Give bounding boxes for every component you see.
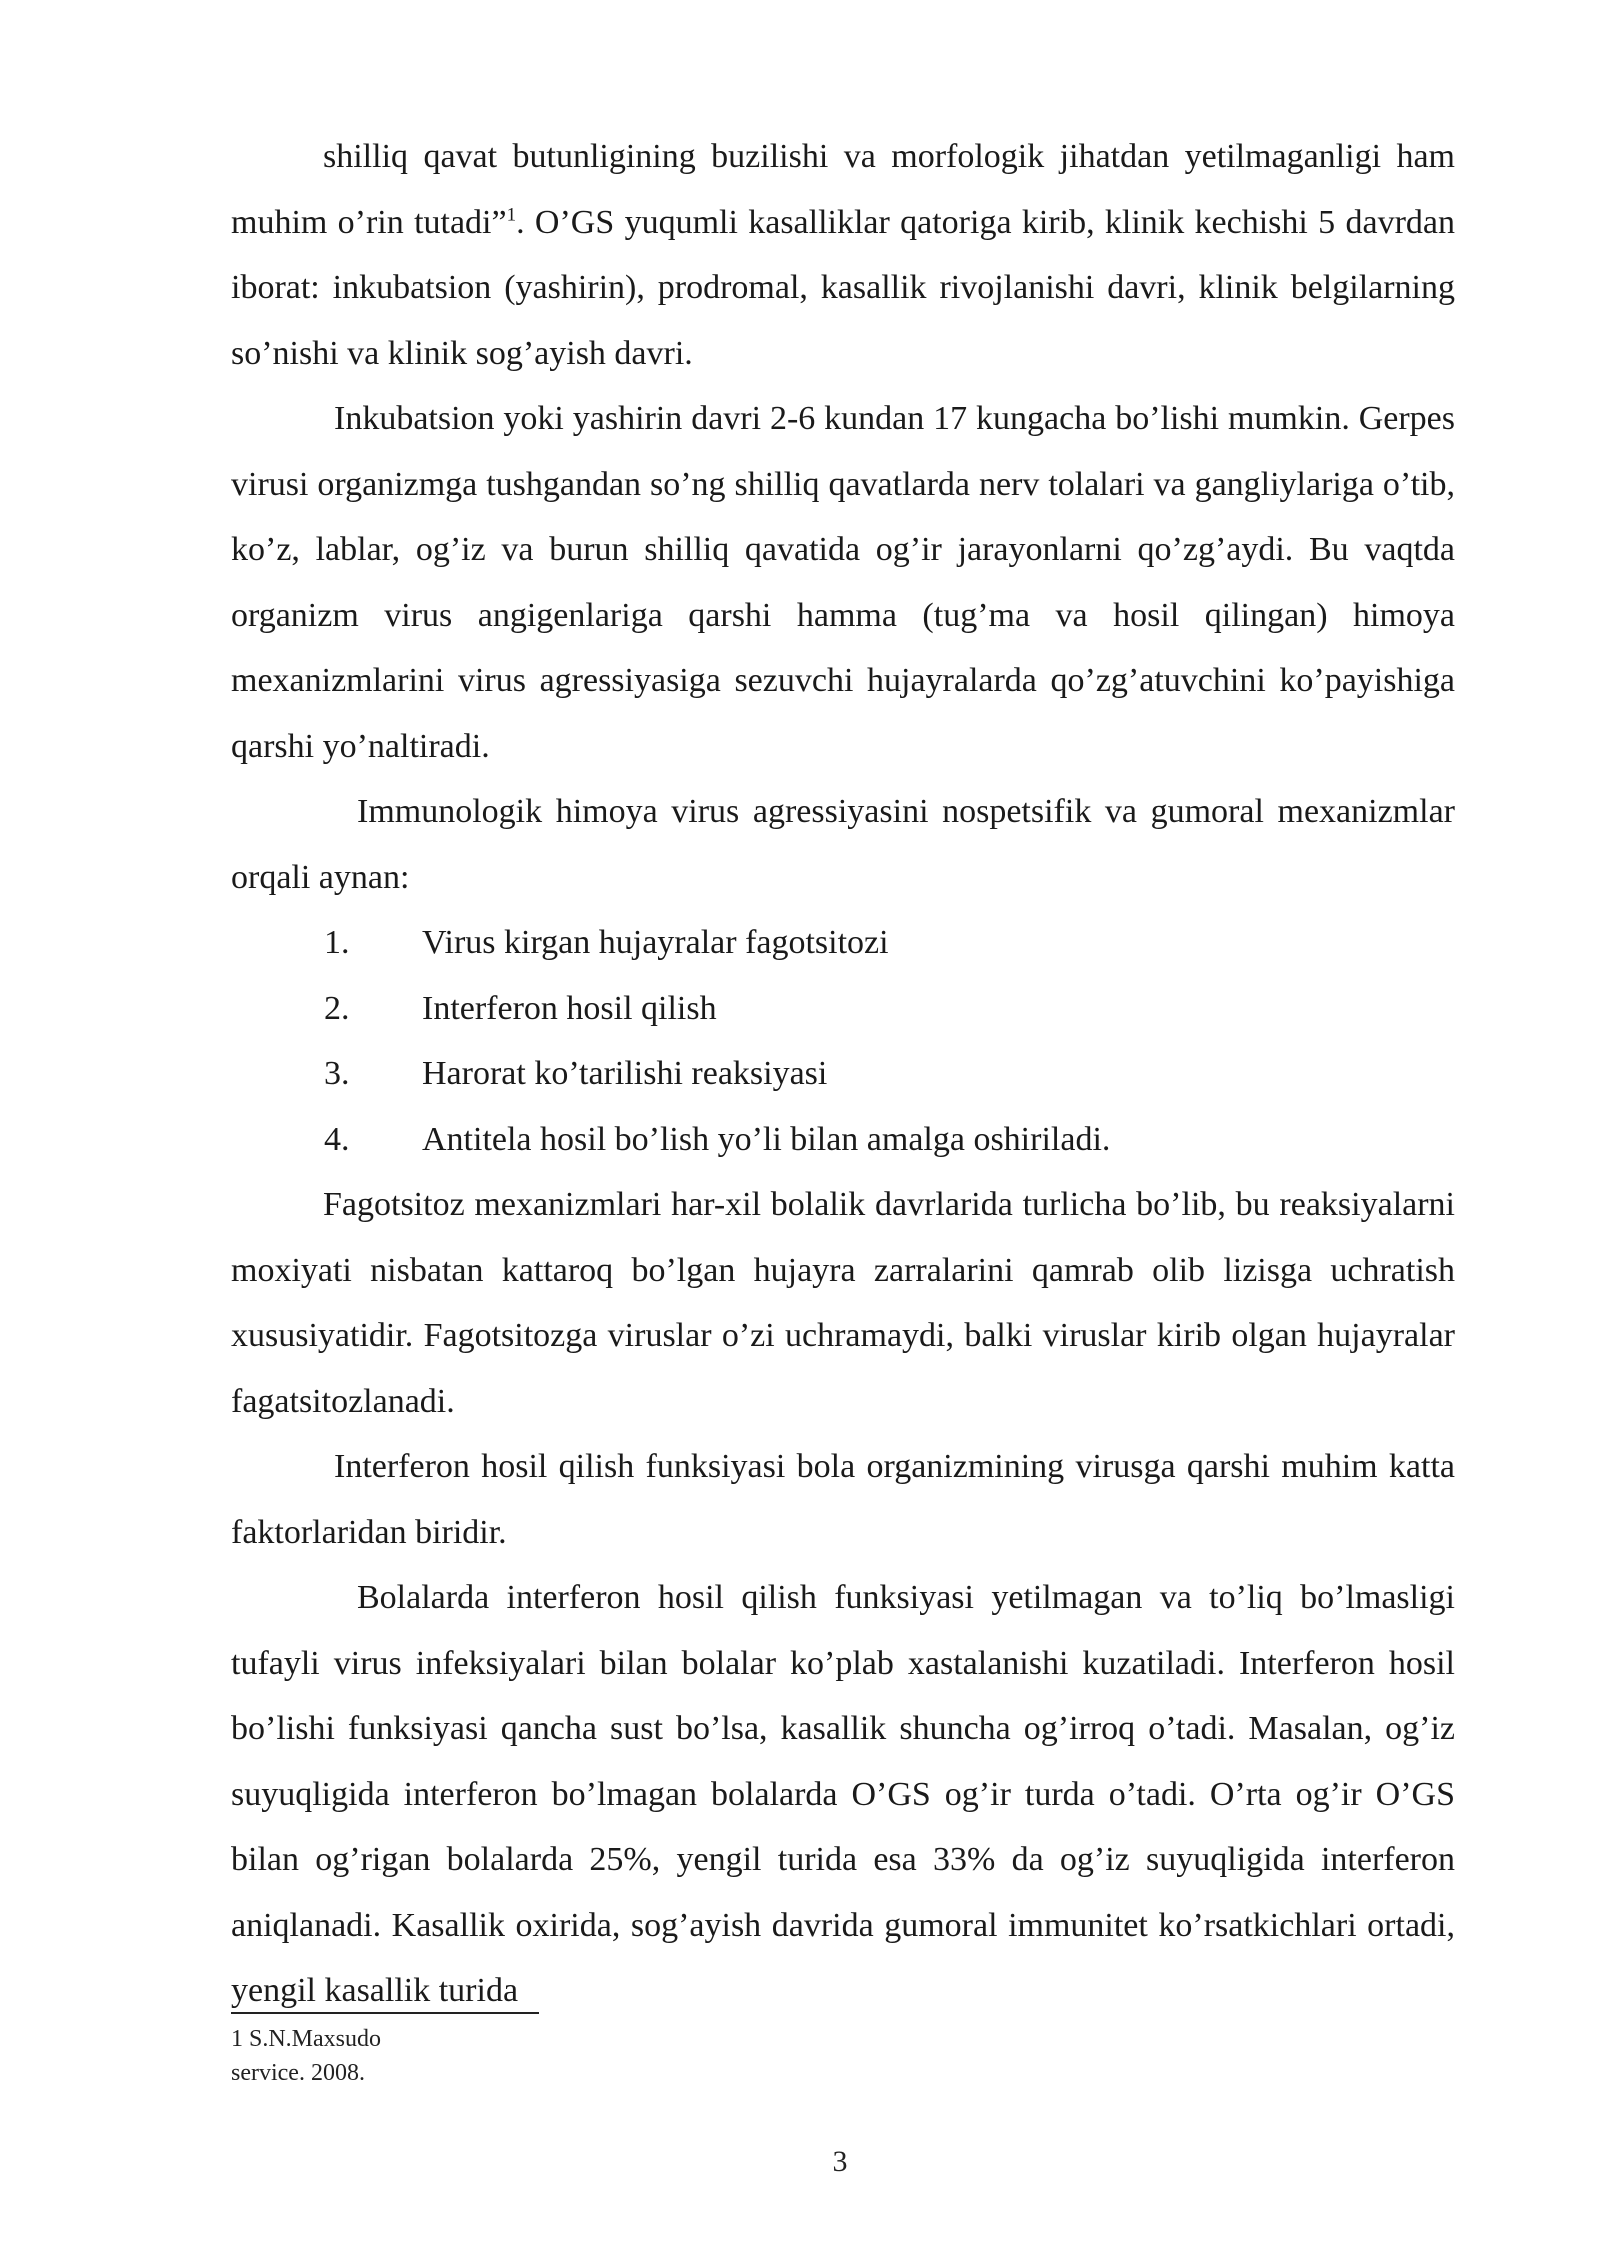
document-page [231, 124, 1455, 2024]
footnote-separator [231, 2012, 539, 2014]
footnote-line-1: 1 S.N.Maxsudo [231, 2026, 382, 2052]
list-item-number: 3. [324, 1055, 350, 1092]
list-item-number: 2. [324, 989, 350, 1027]
list-item-number: 4. [324, 1120, 350, 1158]
list-item [231, 910, 1455, 976]
footnote [231, 2022, 381, 2090]
list-item-number: 1. [324, 924, 350, 961]
footnote-line-2: service. 2008. [231, 2060, 365, 2086]
list-item-text: Harorat ko’tarilishi reaksiyasi [422, 1055, 828, 1092]
paragraph-4: Fagotsitoz mexanizmlari har-xil bolalik davrlarida turlicha bo’lib, bu reaksiyalarni moxiyati nisbatan kattaroq bo’lgan hujayra zarralarini qamrab olib lizisga uchratish xususiyatidir. Fagotsitozga viruslar o’zi uchramaydi, balki viruslar kirib olgan hujayralar fagatsitozlanadi. [231, 1186, 1455, 1420]
list-item-text: Virus kirgan hujayralar fagotsitozi [422, 924, 889, 961]
paragraph-1-text-cont: . O’GS yuqumli kasalliklar qatoriga kirib, klinik kechishi 5 davrdan iborat: inkubatsion (yashirin), prodromal, kasallik rivojlanishi davri, klinik belgilarning so’nishi va klinik sog’ayish davri. [231, 203, 1455, 372]
paragraph-5: Interferon hosil qilish funksiyasi bola organizmining virusga qarshi muhim katta faktorlaridan biridir. [231, 1448, 1455, 1551]
paragraph-6: Bolalarda interferon hosil qilish funksiyasi yetilmagan va to’liq bo’lmasligi tufayli virus infeksiyalari bilan bolalar ko’plab xastalanishi kuzatiladi. Interferon hosil bo’lishi funksiyasi qancha sust bo’lsa, kasallik shuncha og’irroq o’tadi. Masalan, og’iz suyuqligida interferon bo’lmagan bolalarda O’GS og’ir turda o’tadi. O’rta og’ir O’GS bilan og’rigan bolalarda 25%, yengil turida esa 33% da og’iz suyuqligida interferon aniqlanadi. Kasallik oxirida, sog’ayish davrida gumoral immunitet ko’rsatkichlari ortadi, yengil kasallik turida [231, 1579, 1455, 2009]
list-item [231, 976, 1455, 1042]
page-number: 3 [832, 2145, 848, 2178]
paragraph-1-text: shilliq qavat butunligining buzilishi va morfologik jihatdan yetilmaganligi ham muhim o’rin tutadi” [231, 138, 1455, 241]
list-item [231, 1107, 1455, 1173]
paragraph-2: Inkubatsion yoki yashirin davri 2-6 kundan 17 kungacha bo’lishi mumkin. Gerpes virusi organizmga tushgandan so’ng shilliq qavatlarda nerv tolalari va gangliylariga o’tib, ko’z, lablar, og’iz va burun shilliq qavatida og’ir jarayonlarni qo’zg’aydi. Bu vaqtda organizm virus angigenlariga qarshi hamma (tug’ma va hosil qilingan) himoya mexanizmlarini virus agressiyasiga sezuvchi hujayralarda qo’zg’atuvchini ko’payishiga qarshi yo’naltiradi. [231, 400, 1455, 765]
paragraph-1 [231, 124, 1455, 386]
list-item [231, 1041, 1455, 1107]
footnote-reference[interactable]: 1 [506, 204, 517, 226]
paragraph-3: Immunologik himoya virus agressiyasini nospetsifik va gumoral mexanizmlar orqali aynan: [231, 793, 1455, 896]
list-item-text: Antitela hosil bo’lish yo’li bilan amalga oshiriladi. [422, 1120, 1111, 1158]
numbered-list [231, 910, 1455, 1172]
list-item-text: Interferon hosil qilish [422, 989, 717, 1027]
